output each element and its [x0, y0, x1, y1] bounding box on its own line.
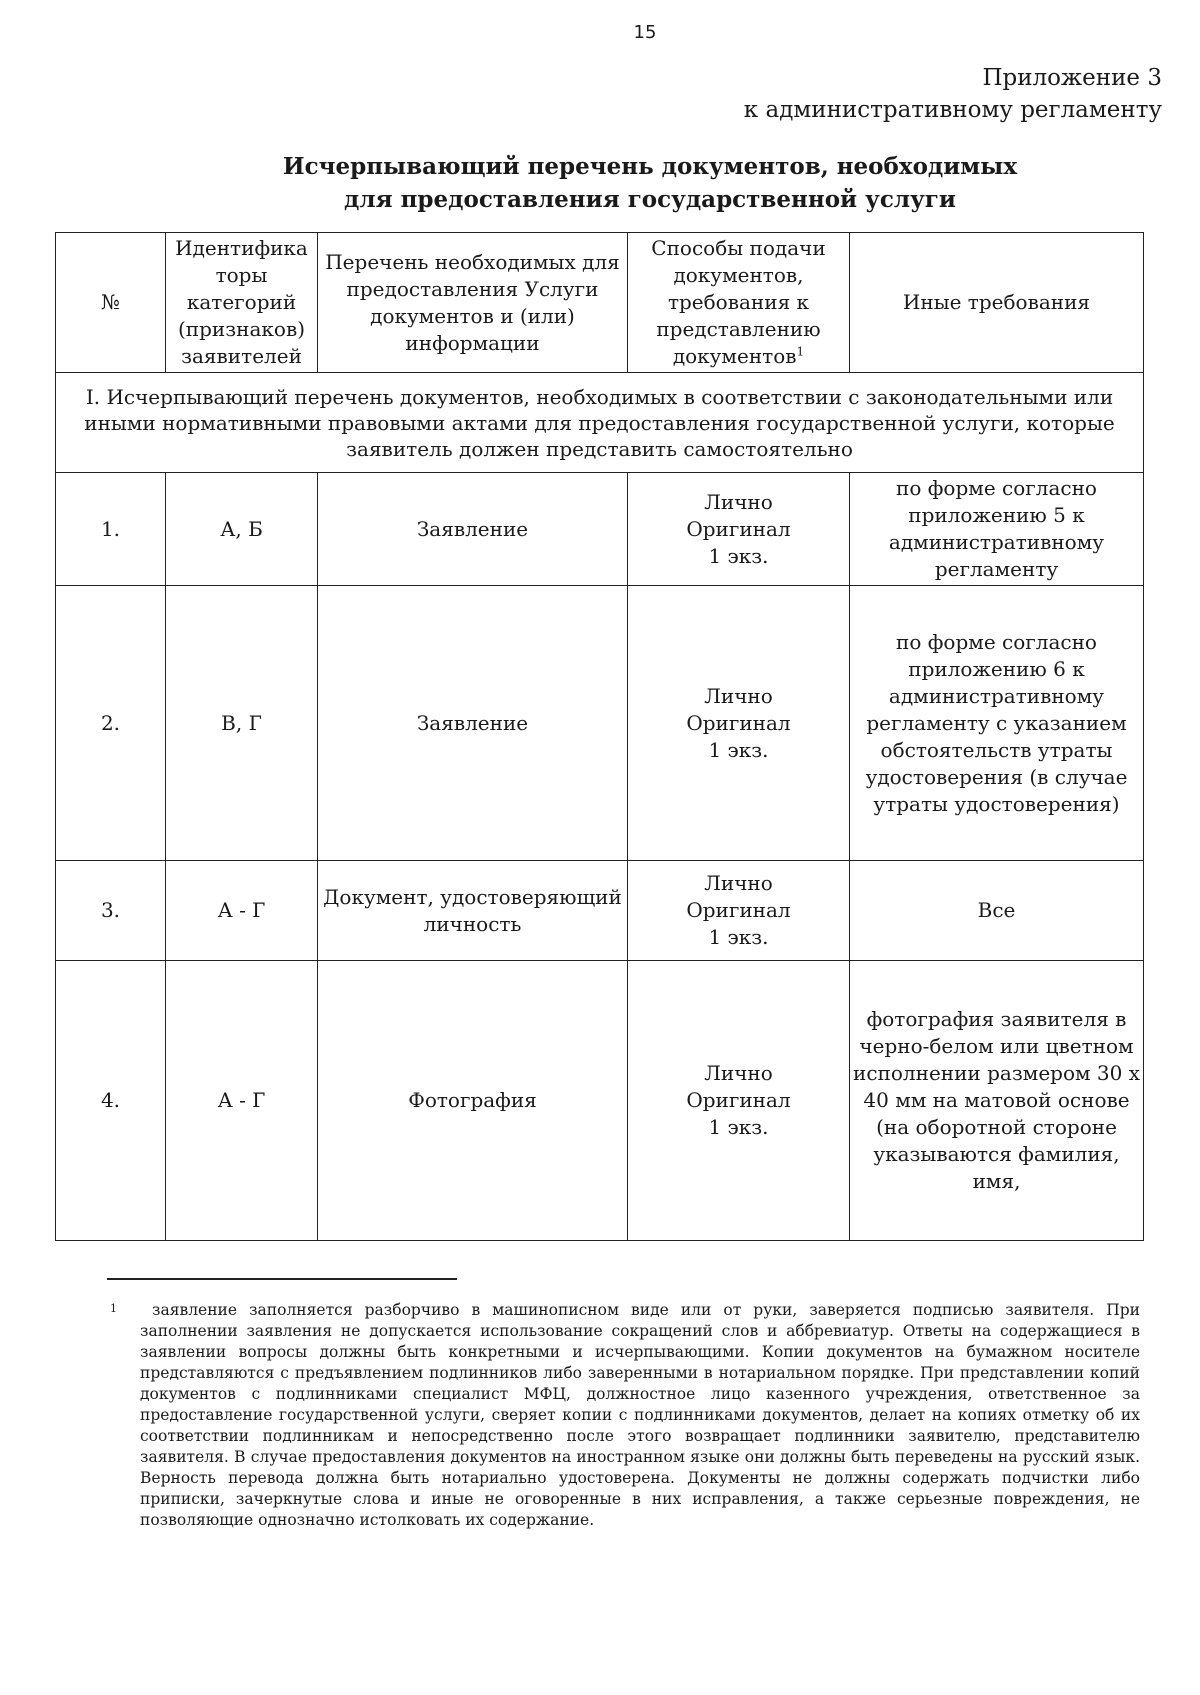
row-categories: А, Б — [166, 473, 318, 586]
footnote-mark: 1 — [110, 1302, 117, 1315]
submission-copies: 1 экз. — [708, 543, 769, 568]
section-row — [56, 373, 1144, 473]
row-document: Документ, удостоверяющий личность — [318, 861, 628, 961]
table-row — [56, 473, 1144, 586]
submission-form: Оригинал — [686, 898, 791, 922]
submission-method: Лично — [704, 1061, 773, 1085]
row-submission — [628, 961, 850, 1241]
table-header-row — [56, 233, 1144, 373]
appendix-line-2: к административному регламенту — [743, 97, 1162, 123]
header-num: № — [56, 233, 166, 373]
header-other: Иные требования — [850, 233, 1144, 373]
row-other: фотография заявителя в черно-белом или цветном исполнении размером 30 х 40 мм на матовой основе (на оборотной стороне указываются фамилия, имя, — [850, 961, 1144, 1241]
row-num: 2. — [56, 586, 166, 861]
documents-table — [55, 232, 1144, 1241]
row-categories: А - Г — [166, 861, 318, 961]
submission-copies: 1 экз. — [708, 1115, 769, 1139]
row-submission — [628, 586, 850, 861]
row-document: Фотография — [318, 961, 628, 1241]
footnote — [110, 1300, 1140, 1531]
row-document: Заявление — [318, 473, 628, 586]
title-line-2: для предоставления государственной услуги — [344, 186, 956, 213]
row-submission — [628, 861, 850, 961]
submission-form: Оригинал — [686, 516, 791, 541]
footnote-text: заявление заполняется разборчиво в машинописном виде или от руки, заверяется подписью заявителя. При заполнении заявления не допускается использование сокращений слов и аббревиатур. Ответы на содержащиеся в заявлении вопросы должны быть конкретными и исчерпывающими. Копии документов на бумажном носителе представляются с предъявлением подлинников либо заверенными в нотариальном порядке. При представлении копий документов с подлинниками специалист МФЦ, должностное лицо казенного учреждения, ответственное за предоставление государственной услуги, сверяет копии с подлинниками документов, делает на копиях отметку об их соответствии подлинникам и непосредственно после этого возвращает подлинники заявителю, представителю заявителя. В случае предоставления документов на иностранном языке они должны быть переведены на русский язык. Верность перевода должна быть нотариально удостоверена. Документы не должны содержать подчистки либо приписки, зачеркнутые слова и иные не оговоренные в них исправления, а также серьезные повреждения, не позволяющие однозначно истолковать их содержание. — [140, 1301, 1140, 1529]
row-num: 4. — [56, 961, 166, 1241]
row-other: Все — [850, 861, 1144, 961]
table-row — [56, 961, 1144, 1241]
header-categories: Идентифика торы категорий (признаков) заявителей — [166, 233, 318, 373]
submission-form: Оригинал — [686, 710, 791, 735]
section-title: I. Исчерпывающий перечень документов, необходимых в соответствии с законодательными или иными нормативными правовыми актами для предоставления государственной услуги, которые заявитель должен представить самостоятельно — [56, 373, 1144, 473]
footnote-divider — [107, 1278, 457, 1280]
row-other: по форме согласно приложению 6 к административному регламенту с указанием обстоятельств утраты удостоверения (в случае утраты удостоверения) — [850, 586, 1144, 861]
row-num: 3. — [56, 861, 166, 961]
page-number: 15 — [633, 22, 657, 43]
table-row — [56, 861, 1144, 961]
table-row — [56, 586, 1144, 861]
header-submission — [628, 233, 850, 373]
row-num: 1. — [56, 473, 166, 586]
appendix-reference — [744, 62, 1162, 126]
row-document: Заявление — [318, 586, 628, 861]
title-line-1: Исчерпывающий перечень документов, необходимых — [282, 153, 1018, 180]
header-submission-text: Способы подачи документов, требования к представлению документов — [651, 236, 826, 368]
submission-copies: 1 экз. — [708, 737, 769, 762]
row-other: по форме согласно приложению 5 к административному регламенту — [850, 473, 1144, 586]
appendix-line-1: Приложение 3 — [982, 65, 1162, 91]
submission-method: Лично — [704, 683, 773, 708]
document-title — [150, 150, 1150, 216]
submission-copies: 1 экз. — [708, 925, 769, 949]
footnote-ref: 1 — [796, 344, 805, 359]
row-categories: В, Г — [166, 586, 318, 861]
row-submission — [628, 473, 850, 586]
row-categories: А - Г — [166, 961, 318, 1241]
submission-method: Лично — [704, 871, 773, 895]
submission-method: Лично — [704, 489, 773, 514]
submission-form: Оригинал — [686, 1088, 791, 1112]
header-documents: Перечень необходимых для предоставления Услуги документов и (или) информации — [318, 233, 628, 373]
